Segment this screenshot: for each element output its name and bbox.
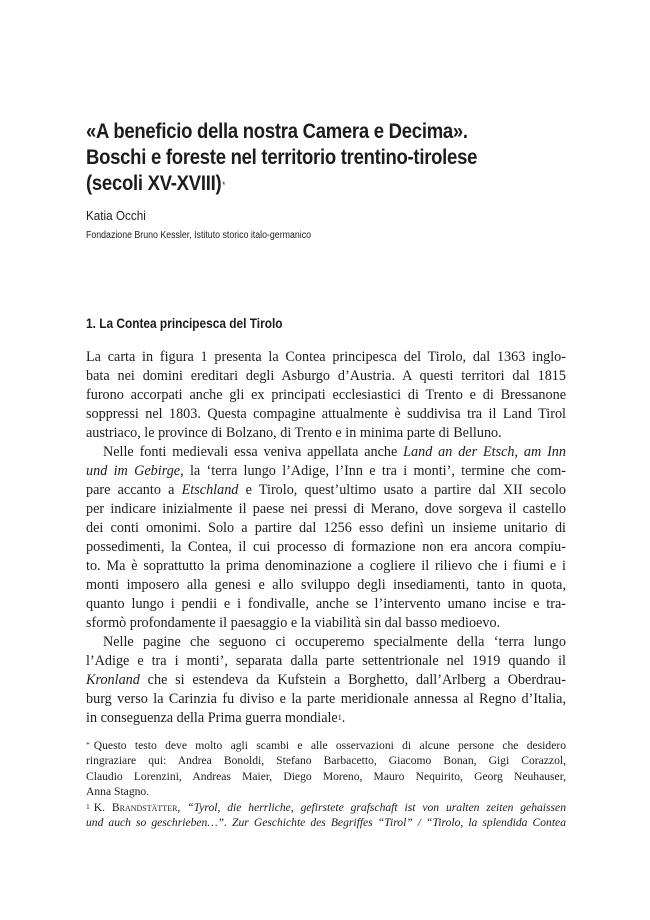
- footnote-line: [86, 815, 566, 830]
- author-affiliation: Fondazione Bruno Kessler, Istituto storico italo-germanico: [86, 230, 312, 241]
- footnote-mark: 1: [86, 801, 90, 811]
- text-line: quanto lungo i pendii e i fondivalle, anche se l’intervento umano incise e tra-: [86, 596, 566, 612]
- body-text: [86, 348, 566, 728]
- text-line: Nelle pagine che seguono ci occuperemo specialmente della ‘terra lungo: [103, 634, 566, 650]
- text-line: per indicare inizialmente il paese nei pressi di Merano, dove sorgeva il castello: [86, 501, 566, 517]
- text-line: [86, 709, 566, 728]
- text-line: monti imposero alla genesi e allo sviluppo degli insediamenti, tanto in quota,: [86, 577, 566, 593]
- text-line: [86, 481, 566, 500]
- text-line: soppressi nel 1803. Questa compagine attualmente è suddivisa tra il Land Tirol: [86, 406, 566, 422]
- footnote-star: [86, 738, 566, 800]
- italic-term: und im Gebirge: [86, 463, 181, 479]
- footnote-line: ringraziare qui: Andrea Bonoldi, Stefano Barbacetto, Giacomo Bonan, Gigi Corazzol,: [86, 754, 566, 768]
- text-run: Nelle fonti medievali essa veniva appellata anche: [103, 444, 404, 460]
- author-name: Katia Occhi: [86, 208, 146, 223]
- footnote-line: Claudio Lorenzini, Andreas Maier, Diego Moreno, Mauro Nequirito, Georg Neuhauser,: [86, 769, 566, 783]
- text-run: Questo testo deve molto agli scambi e alle osservazioni di alcune persone che desidero: [93, 739, 566, 752]
- text-line: furono accorpati anche gli ex principati ecclesiastici di Trento e di Bressanone: [86, 387, 566, 403]
- italic-citation: , “Tyrol, die herrliche, gefirstete grafschaft ist von uralten zeiten gehaissen: [177, 800, 566, 814]
- text-line: possedimenti, la Contea, il cui processo di formazione non era ancora compiu-: [86, 539, 566, 555]
- text-line: dei conti omonimi. Solo a partire dal 1256 esso definì un insieme unitario di: [86, 520, 566, 536]
- text-run: K.: [93, 800, 112, 814]
- text-run: e Tirolo, quest’ultimo usato a partire dal XII secolo: [238, 482, 567, 498]
- footnotes: [86, 738, 566, 830]
- text-run: che si estendeva da Kufstein a Borghetto, dall’Arlberg a Oberdrau-: [139, 672, 566, 688]
- text-line: burg verso la Carinzia fu diviso e la parte meridionale annessa al Regno d’Italia,: [86, 691, 566, 707]
- text-run: pare accanto a: [86, 482, 182, 498]
- title-line-2: Boschi e foreste nel territorio trentino-tirolese: [86, 145, 478, 169]
- italic-citation: und auch so geschrieben…”. Zur Geschichte des Begriffes “Tirol” / “Tirolo, la splendida Contea: [86, 816, 566, 830]
- text-line: La carta in figura 1 presenta la Contea principesca del Tirolo, dal 1363 inglo-: [86, 349, 566, 365]
- footnote-mark: *: [86, 740, 90, 749]
- text-line: sformò profondamente il paesaggio e la viabilità sin dal basso medioevo.: [86, 615, 501, 631]
- title-footnote-mark[interactable]: *: [222, 180, 225, 190]
- text-line: l’Adige e tra i monti’, separata dalla parte settentrionale nel 1919 quando il: [86, 653, 566, 669]
- footnote-ref-1[interactable]: 1: [337, 713, 342, 722]
- text-line: austriaco, le province di Bolzano, di Trento e in minima parte di Belluno.: [86, 425, 502, 441]
- paragraph-1: [86, 348, 566, 443]
- text-line: to. Ma è soprattutto la prima denominazione a cogliere il rilievo che i fiumi e i: [86, 558, 566, 574]
- title-line-1: «A beneficio della nostra Camera e Decima».: [86, 119, 468, 143]
- italic-term: Etschland: [181, 482, 239, 498]
- title-line-3: (secoli XV-XVIII): [86, 171, 222, 195]
- footnote-line: [86, 800, 566, 815]
- italic-term: Kronland: [86, 672, 140, 688]
- footnote-1: [86, 800, 566, 831]
- paragraph-2: [86, 443, 566, 633]
- text-run: , la ‘terra lungo l’Adige, l’Inn e tra i monti’, termine che com-: [180, 463, 567, 479]
- italic-term: Land an der Etsch, am Inn: [403, 444, 566, 460]
- section-heading: 1. La Contea principesca del Tirolo: [86, 316, 283, 331]
- footnote-line: Anna Stagno.: [86, 785, 150, 799]
- footnote-line: [86, 738, 566, 753]
- text-line: [86, 671, 566, 690]
- author-surname: Brandstätter: [111, 800, 178, 814]
- text-line: [86, 462, 566, 481]
- text-run: .: [341, 710, 346, 726]
- text-line: [86, 443, 566, 462]
- text-line: bata nei domini ereditari degli Asburgo d’Austria. A questi territori dal 1815: [86, 368, 566, 384]
- article-title: [86, 118, 516, 196]
- text-run: in conseguenza della Prima guerra mondiale: [86, 710, 338, 726]
- paragraph-3: [86, 633, 566, 728]
